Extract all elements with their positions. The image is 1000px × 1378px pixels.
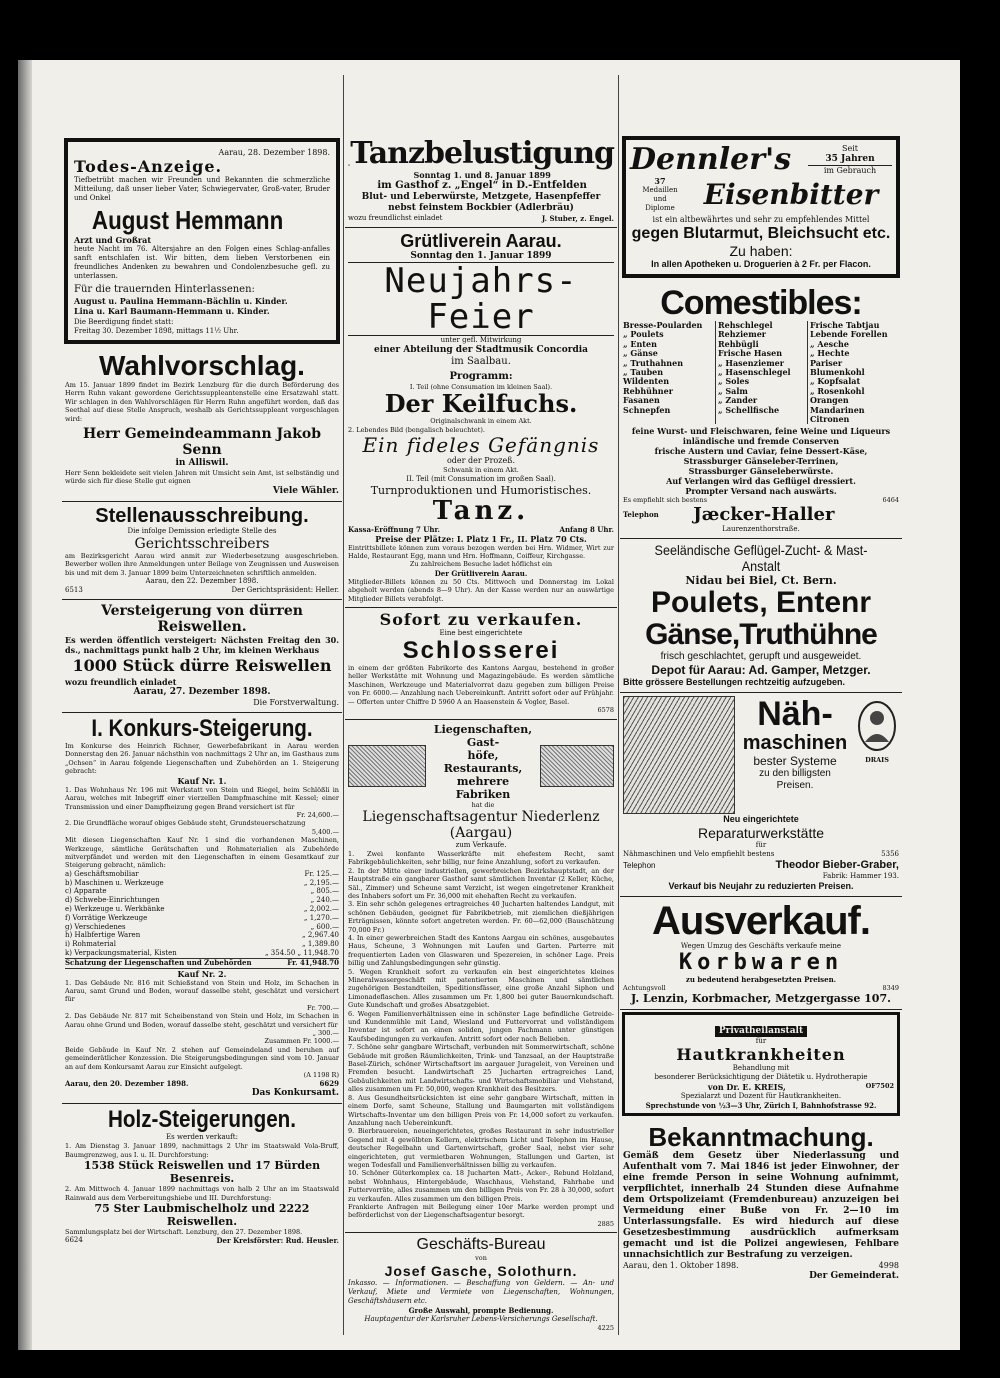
farm-product: Poulets, Entenr <box>650 585 872 619</box>
comestible-item: „ Hasenziemer <box>718 357 784 368</box>
comestible-item: Lebende Forellen <box>810 329 888 340</box>
bankruptcy-auction <box>62 713 342 1104</box>
dennler-claim: gegen Blutarmut, Bleichsucht etc. <box>631 225 891 242</box>
timber-paragraph: 1. Am Dienstag 3. Januar 1899, nachmittags 2 Uhr im Staatswald Vola-Bruff, Baumgrenzweg, aus I. u. II. Durchforstung: <box>65 1142 339 1159</box>
dennler-price: In allen Apotheken u. Droguerien à 2 Fr. per Flacon. <box>651 259 871 269</box>
inventory-value: „ 805.— <box>310 887 339 896</box>
clinic-code: OF7502 <box>865 1082 894 1091</box>
timber-lot: 1538 Stück Reiswellen und 17 Bürden Besenreis. <box>83 1159 321 1186</box>
comestibles-recommend: Es empfiehlt sich bestens <box>623 496 708 505</box>
comestible-item: Mandarinen <box>810 404 865 415</box>
bankruptcy-date: Aarau, den 20. Dezember 1898. <box>65 1079 189 1089</box>
bankruptcy-ref: (A 1198 R) <box>303 1070 339 1079</box>
inventory-label: i) Rohmaterial <box>65 940 116 949</box>
inventory-label: f) Vorrätige Werkzeuge <box>65 913 148 922</box>
clinic-doctor: von Dr. E. KREIS, <box>707 1082 786 1093</box>
dance-beer: nebst feinstem Bockbier (Adlerbräu) <box>388 203 574 213</box>
burial-time: Freitag 30. Dezember 1898, mittags 11½ Uhr. <box>74 327 239 335</box>
column-right <box>620 72 902 1286</box>
clinic-line: Spezialarzt und Dozent für Hautkrankheiten. <box>680 1092 842 1101</box>
brushwood-invite: wozu freundlich einladet <box>65 677 177 688</box>
total-value: Fr. 41,948.70 <box>287 957 339 967</box>
comestible-item: „ Schellfische <box>718 404 780 415</box>
comestible-item: „ Truthahnen <box>623 357 684 368</box>
lot-heading: Kauf Nr. 1. <box>177 775 227 786</box>
property-item: 4. In einer gewerbreichen Stadt des Kantons Aargau ein schönes, ausgebautes Haus, Scheune, 3 Wohnungen mit Laufen und Garten. Parterre mit frequentierten Laden von Glaswaren und Spezereien, in schöner Lage. Preis billig und Zahlungsbedingungen sehr günstig. <box>348 933 614 968</box>
sewing-sale: Verkauf bis Neujahr zu reduzierten Preisen. <box>668 880 854 891</box>
bureau-note: Große Auswahl, prompte Bedienung. <box>408 1305 554 1315</box>
program-piece: Ein fideles Gefängnis <box>362 433 600 458</box>
poultry-column <box>623 321 715 424</box>
timber-signature: Der Kreisförster: Rud. Heusler. <box>216 1236 339 1246</box>
comestibles-line: Strassburger Gänseleberwürste. <box>688 466 834 477</box>
dance-dates: Sonntag 1. und 8. Januar 1899 <box>413 170 551 180</box>
comestible-item: „ Tauben <box>623 367 664 378</box>
poultry-farm-ad <box>620 539 902 693</box>
skin-clinic-ad <box>622 1012 900 1116</box>
comestibles-number: 6464 <box>882 496 899 505</box>
sewing-title: maschinen <box>742 731 848 754</box>
gruetli-title: Grütliverein Aarau. <box>400 231 562 251</box>
dance-invite: wozu freundlichst einladet <box>348 214 443 222</box>
inventory-label: e) Werkzeuge u. Werkbänke <box>65 904 165 913</box>
candidate-name: Herr Gemeindeammann Jakob Senn <box>82 426 322 459</box>
farm-fresh: frisch geschlachtet, gerupft und ausgeweidet. <box>660 650 862 662</box>
inventory-value: „ 2,002.— <box>303 904 339 913</box>
notice-signature: Der Gemeinderat. <box>809 1271 899 1282</box>
inventory-value: Fr. 125.— <box>304 869 339 878</box>
comestible-item: „ Gänse <box>623 348 658 359</box>
agency-hat: hat die <box>471 800 495 809</box>
column-rule <box>618 75 619 1335</box>
comestibles-line: Prompter Versand nach auswärts. <box>685 486 837 497</box>
box-office: Kassa-Eröffnung 7 Uhr. <box>348 524 440 534</box>
inventory-row <box>65 931 339 940</box>
property-item: Frankierte Anfragen mit Beilegung einer 10er Marke werden prompt und beförderlichst von der Liegenschaftsagentur besorgt. <box>348 1202 614 1220</box>
public-notice <box>620 1120 902 1286</box>
inventory-value: „ 354.50 „ 11,948.70 <box>264 948 339 957</box>
comestible-item: Rehschlegel <box>718 320 773 330</box>
property-item: 10. Schöner Güterkomplex ca. 18 Jucharten Matt-, Acker-, Rebund Holzland, nebst Wohnhaus, Hintergebäude, Waschhaus, Viehstand, Fahrhabe und Futtervorräte, alles zusammen um den billigen Preis von Fr. 28 à 30,000, sofort zu verkaufen. Alles zusammen um den billigen Preis. <box>348 1169 614 1203</box>
inventory-label: g) Verschiedenes <box>65 922 126 931</box>
brushwood-title: Versteigerung von dürren Reiswellen. <box>101 603 303 636</box>
total-label: Schatzung der Liegenschaften und Zubehörden <box>65 957 252 967</box>
comestible-item: Fasanen <box>623 395 660 406</box>
dennler-availability: Zu haben: <box>729 243 793 259</box>
sewing-repair: Reparaturwerkstätte <box>697 824 825 841</box>
farm-depot: Depot für Aarau: Ad. Gamper, Metzger. <box>651 662 871 677</box>
brushwood-date: Aarau, 27. Dezember 1898. <box>133 687 271 698</box>
sewing-title: Näh- <box>757 694 833 733</box>
candidate-note: Herr Senn bekleidete seit vielen Jahren mit Umsicht sein Amt, ist selbständig und würde sich für diese Stelle gut eignen <box>65 469 339 486</box>
clinic-hours: Sprechstunde von ½3—3 Uhr, Zürich I, Bahnhofstrasse 92. <box>645 1101 877 1111</box>
dennler-years: 35 Jahren <box>808 154 892 166</box>
comestibles-line: feine Wurst- und Fleischwaren, feine Weine und Liqueurs <box>631 426 891 437</box>
sewing-address: Fabrik: Hammer 193. <box>822 871 899 880</box>
comestibles-merchant: Jæcker-Haller <box>693 503 835 525</box>
comestible-item: „ Aesche <box>810 338 849 349</box>
sewing-number: 5356 <box>881 849 899 858</box>
property-item: 7. Schöne sehr gangbare Wirtschaft, verbunden mit Sommerwirtschaft, schöne Gebäude mit großen Räumlichkeiten, Trink- und Tanzsaal, an der Hauptstraße Basel-Zürich, schöner Wirtschaftsort im aargauer Jurageleit, von Vereinen und Fremden besucht. Landwirtschaft 25 Jucharten ertragreiches Land, Gebäulichkeiten mit Landwirtschafts- und Wirtschaftsmobiliar und Viehstand, alles zusammen um Fr. 50,000, wegen Krankheit des Besitzers. <box>348 1043 614 1094</box>
sewing-merchant: Theodor Bieber-Graber, <box>775 858 899 871</box>
locksmith-body: in einem der größten Fabrikorte des Kantons Aargau, bestehend in großer heller Werkstätte mit Wohnung und Magazingebäude. Es werden sämtliche Maschinen, Werkzeuge und Materialvorrat dazu gegeben zum billigen Preise von Fr. 6000.— Anzahlung nach Uebereinkunft. Antritt sofort oder auf Frühjahr. — Offerten unter Chiffre D 5960 A an Haasenstein & Vogler, Basel. <box>348 664 614 706</box>
lot-paragraph: 2. Die Grundfläche worauf obiges Gebäude steht, Grundsteuerschatzung <box>65 819 306 828</box>
election-signature: Viele Wähler. <box>272 485 339 496</box>
agency-heading: mehrere Fabriken <box>455 774 511 801</box>
locksmith-number: 6578 <box>597 706 614 715</box>
dance-signature: J. Stuber, z. Engel. <box>541 214 614 223</box>
gruetli-headline: Neujahrs-Feier <box>348 262 614 336</box>
bankruptcy-note: Beide Gebäude in Kauf Nr. 2 stehen auf Gemeindeland und beruhen auf gemeinderätlicher Konzession. Die Steigerungsbedingungen sind vom 10. Januar an auf dem Konkursamt Aarau zur Einsicht aufgelegt. <box>65 1045 339 1071</box>
comestible-item: „ Kopfsalat <box>810 376 861 387</box>
dance-title: Tanzbelustigung <box>350 136 614 171</box>
lot-value: „ 300.— <box>312 1028 339 1037</box>
agency-name: Liegenschaftsagentur Niederlenz (Aargau) <box>362 808 600 841</box>
comestible-item: Frische Tabtjau <box>810 320 880 330</box>
bureau-von: von <box>475 1254 487 1263</box>
comestible-item: Citronen <box>810 414 850 425</box>
lot-paragraph: 2. Das Gebäude Nr. 817 mit Scheibenstand von Stein und Holz, im Schachen in Aarau ohne Grund und Boden, worauf dasselbe steht, geschätzt und versichert für <box>65 1012 339 1029</box>
job-date: Aarau, den 22. Dezember 1898. <box>145 577 259 586</box>
medal-diploma: Diplome <box>645 204 675 212</box>
comestible-item: „ Soles <box>718 376 750 387</box>
clearance-title: Ausverkauf. <box>652 898 870 943</box>
comestible-item: Schnepfen <box>623 404 671 415</box>
bankruptcy-title: I. Konkurs-Steigerung. <box>91 715 313 743</box>
timber-paragraph: 2. Am Mittwoch 4. Januar 1899 nachmittags von halb 2 Uhr an im Staatswald Rainwald aus dem Verbereitungshiebe und III. Durchforstung: <box>65 1185 339 1202</box>
property-item: 5. Wegen Krankheit sofort zu verkaufen ein best eingerichtetes kleines Mineralwassergeschäft mit patentierten Maschinen und sämtlichen zugehörigen Bestandteilen, Speditionsfässer, eine große Anzahl Siphon und Limonadeflaschen. Alles zusammen um Fr. 1,800 bei guter Bauernkundschaft. Gute Kundschaft und großes Absatzgebiet. <box>348 967 614 1010</box>
comestible-item: Orangen <box>810 395 849 406</box>
mourners-line: August u. Paulina Hemmann-Bächlin u. Kinder. <box>74 296 288 306</box>
bureau-signature: Hauptagentur der Karlsruher Lebens-Versicherungs Gesellschaft. <box>364 1314 598 1323</box>
clearance-signature: J. Lenzin, Korbmacher, Metzgergasse 107. <box>631 992 891 1006</box>
clinic-fuer: für <box>755 1037 767 1046</box>
property-item: 8. Aus Gesundheitsrücksichten ist eine sehr gangbare Wirtschaft, mitten in einem Dorfe, samt Scheune, Stallung und Baumgarten mit vollständigem Wirtschafts-Inventar um den billigen Preis von Fr. 14,000 sofort zu verkaufen. Anzahlung nach Uebereinkunft. <box>348 1093 614 1127</box>
comestible-item: „ Hasenschlegel <box>718 367 791 378</box>
ticket-info: Eintrittsbillete können zum voraus bezogen werden bei Hrn. Widmer, Wirt zur Halde, Restaurant Egg, mann und Hrn. Hoffmann, Coiffeur, Kirchgasse. <box>348 543 614 561</box>
comestibles-grid <box>623 321 899 424</box>
medallion-label: DRAIS <box>865 755 889 764</box>
mourners-line: Lina u. Karl Baumann-Hemmann u. Kinder. <box>74 306 270 316</box>
inventory-value: „ 2,195.— <box>303 878 339 887</box>
death-notice-intro: Tiefbetrübt machen wir Freunden und Bekannten die schmerzliche Mitteilung, daß unser lieber Vater, Schwiegervater, Groß-vater, Bruder und Onkel <box>74 176 330 202</box>
notice-title: Bekanntmachung. <box>648 1122 874 1153</box>
comestible-item: Rehziemer <box>718 329 766 340</box>
clinic-title: Hautkrankheiten <box>676 1045 846 1065</box>
property-item: 2. In der Mitte einer industriellen, gewerbreichen Bezirkshauptstadt, an der Hauptstraße ein gangbarer Gasthof samt sämtlichen Inventar (2 Keller, Küche, Säl., Zimmer) und Scheune samt Verzicht, ist wegen eingetretener Krankheit des Inhabers sofort um Fr. 36,000 mit ehehaften Recht zu verkaufen. <box>348 866 614 900</box>
inventory-label: h) Halbfertige Waren <box>65 931 141 940</box>
death-notice <box>64 138 340 344</box>
gruetli-signature: Der Grütliverein Aarau. <box>434 568 528 578</box>
clinic-top: Privatheilanstalt <box>715 1026 807 1037</box>
inventory-value: „ 1,270.— <box>303 913 339 922</box>
death-notice-title: Todes-Anzeige. <box>74 157 223 176</box>
comestible-item: „ Rosenkohl <box>810 385 865 396</box>
lot-paragraph: Mit diesen Liegenschaften Kauf Nr. 1 sind die vorhandenen Maschinen, Werkzeuge, sämtliche Gerätschaften und Rohmaterialien als Zubehörde mitverpfändet und werden mit den Liegenschaften in einem Gesamtkauf zur Steigerung gebracht, nämlich: <box>65 836 339 870</box>
property-list <box>348 850 614 1220</box>
bankruptcy-number: 6629 <box>319 1079 339 1089</box>
bureau-number: 4225 <box>597 1323 614 1332</box>
dance-venue: im Gasthof z. „Engel“ in D.-Entfelden <box>377 180 587 191</box>
brushwood-auction <box>62 600 342 713</box>
inventory-row <box>65 940 339 949</box>
lot-heading: Kauf Nr. 2. <box>177 968 227 979</box>
column-middle <box>345 72 617 1336</box>
timber-title: Holz-Steigerungen. <box>107 1106 297 1134</box>
medal-and: und <box>653 195 667 203</box>
clinic-line: besonderer Berücksichtigung der Diätetik u. Hydrotherapie <box>654 1073 868 1082</box>
real-estate-agency <box>345 720 617 1234</box>
program-piece-sub: oder der Prozeß. <box>446 456 516 466</box>
gruetli-date: Sonntag den 1. Januar 1899 <box>410 251 552 261</box>
comestibles-title: Comestibles: <box>660 284 862 322</box>
lot-value: Fr. 24,600.— <box>296 810 339 819</box>
program-piece-sub: Originalschwank in einem Akt. <box>430 417 532 426</box>
business-bureau <box>345 1233 617 1336</box>
comestible-item: „ Poulets <box>623 329 664 340</box>
sewing-cheap: Preisen. <box>776 779 814 791</box>
dennler-product: Eisenbitter <box>703 177 879 211</box>
sewing-cheap: zu den billigsten <box>759 767 831 779</box>
gruetli-sub: unter gefl. Mitwirkung <box>440 336 522 344</box>
program-piece: Der Keilfuchs. <box>384 389 578 419</box>
locksmith-title: Schlosserei <box>402 637 560 665</box>
locksmith-head: Sofort zu verkaufen. <box>379 610 583 630</box>
property-item: 3. Ein sehr schön gelegenes ertragreiches 40 Jucharten haltendes Landgut, mit schönen Gebäuden, geeignet für Fabrikbetrieb, mit ziemlichen dießjährigen Erträgnissen, könnte sofort angetreten werden. Fr. 60—62,000 (Bauschätzung 70,000 Fr.) <box>348 900 614 934</box>
farm-product: Gänse,Truthühne <box>645 617 877 651</box>
comestible-item: Frische Hasen <box>718 348 783 359</box>
comestibles-line: Strassburger Gänseleber-Terrinen, <box>683 456 839 467</box>
timber-lot: 75 Ster Laubmischelholz und 2222 Reiswellen. <box>94 1202 310 1229</box>
bureau-name: Josef Gasche, Solothurn. <box>384 1262 578 1279</box>
comestible-item: „ Salm <box>718 385 748 396</box>
election-title: Wahlvorschlag. <box>99 350 305 381</box>
dennler-line: ist ein altbewährtes und sehr zu empfehlendes Mittel <box>652 215 870 224</box>
job-number: 6513 <box>65 586 83 595</box>
inventory-row <box>65 879 339 888</box>
death-notice-date: Aarau, 28. Dezember 1898. <box>218 148 330 157</box>
inventory-label: d) Schwebe-Einrichtungen <box>65 896 160 905</box>
job-body: am Bezirksgericht Aarau wird anmit zur Wiederbesetzung ausgeschrieben. Bewerber wollen ihre Anmeldungen unter Beilage von Zeugnissen und Ausweisen bis und mit dem 3. Januar 1899 beim Unterzeichneten schriftlich anmelden. <box>65 551 339 577</box>
notice-number: 4998 <box>878 1261 899 1271</box>
comestible-item: Rebhühner <box>623 385 673 396</box>
comestibles-line: frische Austern und Caviar, feine Dessert-Käse, <box>654 446 868 457</box>
comestible-item: Wildenten <box>623 376 670 387</box>
dennler-ad <box>622 136 900 278</box>
program-heading: Programm: <box>449 371 513 382</box>
brushwood-amount: 1000 Stück dürre Reiswellen <box>72 656 332 676</box>
death-notice-body: heute Nacht im 76. Altersjahre an den Folgen eines Schlag-anfalles sanft entschlafen ist. Wir bitten, dem lieben Verstorbenen ein freundliches Andenken zu bewahren und Condolenzbesuche gefl. zu unterlassen. <box>74 245 330 280</box>
lot-value: 5,400.— <box>311 827 339 836</box>
job-posting <box>62 502 342 600</box>
hotel-building-icon <box>348 745 426 787</box>
inventory-list <box>65 870 339 958</box>
brushwood-body: Es werden öffentlich versteigert: Nächsten Freitag den 30. ds., nachmittags punkt halb 2 Uhr, im kleinen Werkhaus <box>65 635 339 656</box>
gruetli-place: im Saalbau. <box>451 356 511 367</box>
farm-place: Nidau bei Biel, Ct. Bern. <box>685 573 837 587</box>
clearance-recommend: Achtungsvoll <box>623 983 666 992</box>
column-left <box>62 72 342 1249</box>
program-part: II. Teil (mit Consumation im großen Saal). <box>406 474 556 483</box>
program-piece-sub: Schwank in einem Akt. <box>443 466 519 475</box>
comestibles-ad <box>620 282 902 539</box>
portrait-medallion-icon <box>857 696 897 752</box>
inventory-label: k) Verpackungsmaterial, Kisten <box>65 948 177 957</box>
agency-heading: höfe, Restaurants, <box>443 748 523 775</box>
sewing-sub: bester Systeme <box>753 753 837 768</box>
comestible-item: Rehbügli <box>718 338 759 349</box>
inventory-row <box>65 923 339 932</box>
dance-headline: Tanz. <box>432 495 530 526</box>
inventory-value: „ 1,389.80 <box>301 940 339 949</box>
inventory-row <box>65 887 339 896</box>
lot-paragraph: 1. Das Gebäude Nr. 816 mit Schießstand von Stein und Holz, im Schachen in Aarau, samt Grund und Boden, worauf dasselbe steht, geschätzt und versichert für <box>65 978 339 1004</box>
inventory-row <box>65 896 339 905</box>
comestible-item: Pariser Blumenkohl <box>810 357 865 378</box>
comestible-item: „ Hechte <box>810 348 850 359</box>
sewing-machine-icon <box>623 696 735 814</box>
job-sub: Die infolge Demission erledigte Stelle des <box>127 526 277 535</box>
ticket-prices: Preise der Plätze: I. Platz 1 Fr., II. Platz 70 Cts. <box>375 533 587 544</box>
clearance-product: Korbwaren <box>678 949 844 975</box>
sewing-machine-ad <box>620 693 902 897</box>
election-body: Am 15. Januar 1899 findet im Bezirk Lenzburg für die durch Beförderung des Herrn Ruhn vakant gewordene Gerichtssuppleantenstelle eine Ersatzwahl statt. Wir schlagen in den Wahlvorschlägen für Herrn Ruhn angeführt worden, daß das Seethal auf diese Stelle Anspruch, weshalb als Gerichtssuppleant vorgeschlagen wird: <box>65 381 339 423</box>
inventory-label: a) Geschäftsmobiliar <box>65 869 139 878</box>
candidate-place: in Alliswil. <box>175 458 229 469</box>
locksmith-sub: Eine best eingerichtete <box>439 629 523 638</box>
property-item: 6. Wegen Familienverhältnissen eine in schönster Lage befindliche Getreide- und Kundenmühle mit Land, Wiesland und Futtervorrat und vollständigem Inventar ist sofort an einen soliden, jungen Fachmann unter günstigen Kaufsbedingungen zu verkaufen. Antritt sofort oder nach Belieben. <box>348 1009 614 1043</box>
burial-heading: Die Beerdigung findet statt: <box>74 318 174 326</box>
clearance-reason: Wegen Umzug des Geschäfts verkaufe meine <box>680 941 842 950</box>
dennler-use: im Gebrauch <box>823 166 877 175</box>
farm-note: Bitte grössere Bestellungen rechtzeitig aufzugeben. <box>623 676 846 687</box>
inventory-value: „ 600.— <box>310 922 339 931</box>
inventory-label: c) Apparate <box>65 887 107 896</box>
locksmith-sale <box>345 608 617 719</box>
comestibles-phone: Telephon <box>623 510 659 520</box>
start-time: Anfang 8 Uhr. <box>559 524 614 534</box>
agency-heading: Liegenschaften, Gast- <box>433 722 533 749</box>
timber-intro: Es werden verkauft: <box>166 1133 238 1142</box>
timber-number: 6624 <box>65 1236 83 1245</box>
farm-title: Seeländische Geflügel-Zucht- & Mast-Anstalt <box>654 541 868 574</box>
bureau-title: Geschäfts-Bureau <box>416 1236 546 1254</box>
comestibles-line: inländische und fremde Conserven <box>682 436 840 447</box>
timber-paragraph: Sammlungsplatz bei der Wirtschaft. Lenzburg, den 27. Dezember 1898. <box>65 1228 303 1237</box>
job-position: Gerichtsschreibers <box>134 535 270 552</box>
inventory-row <box>65 914 339 923</box>
program-part: I. Teil (ohne Consumation im kleinen Saal). <box>409 383 553 391</box>
comestible-item: Bresse-Poularden <box>623 320 703 330</box>
comestible-item: „ Zander <box>718 395 758 406</box>
gruetli-event <box>345 228 617 608</box>
comestibles-street: Laurenzenthorstraße. <box>722 524 800 533</box>
dance-food: Blut- und Leberwürste, Metzgete, Hasenpfeffer <box>361 192 601 202</box>
member-tickets: Mitglieder-Billets können zu 50 Cts. Mittwoch und Donnerstag im Lokal abgeholt werden (abends 8—9 Uhr). An der Kasse werden nur an auswärtige Mitglieder Billets verabfolgt. <box>348 577 614 603</box>
election-proposal <box>62 348 342 502</box>
dance-event <box>345 72 617 228</box>
deceased-role: Arzt und Großrat <box>74 235 152 245</box>
program-part: 2. Lebendes Bild (bengalisch beleuchtet). <box>348 425 485 434</box>
page-fold-shadow <box>18 60 32 1350</box>
agency-sale-label: zum Verkaufe. <box>455 840 507 849</box>
bankruptcy-intro: Im Konkurse des Heinrich Richner, Gewerbefabrikant in Aarau werden Donnerstag den 26. Januar nächsthin von nachmittags 2 Uhr an, im Gasthaus zum „Ochsen“ in Aarau folgende Liegenschaften und Zubehörden an 1. Steigerung gebracht: <box>65 742 339 776</box>
comestibles-line: Auf Verlangen wird das Geflügel dressiert. <box>666 476 856 487</box>
property-item: 9. Bierbrauereien, neueingerichtetes, großes Restaurant in sehr industrieller Gegend mit 4 gewölbten Kellern, elektrischem Licht und Telephon im Hause, deutscher Regelbahn und Gartenwirtschaft, großer Saal, nebst vier sehr eingerichteten, gut vermietbaren Wohnungen, Stallungen und Garten, ist wegen Todesfall und Familienverhältnissen billig zu verkaufen. <box>348 1127 614 1169</box>
inventory-row <box>65 905 339 914</box>
inventory-value: „ 240.— <box>310 896 339 905</box>
total-row <box>65 958 339 969</box>
brushwood-signature: Die Forstverwaltung. <box>253 698 339 708</box>
dennler-brand: Dennler's <box>630 142 792 177</box>
inventory-row <box>65 949 339 958</box>
job-signature: Der Gerichtspräsident: Heller. <box>231 586 339 595</box>
clinic-line: Behandlung mit <box>732 1064 790 1073</box>
agency-number: 2885 <box>597 1219 614 1228</box>
clearance-price: zu bedeutend herabgesetzten Preisen. <box>685 974 837 984</box>
notice-date: Aarau, den 1. Oktober 1898. <box>623 1261 739 1271</box>
bureau-services: Inkasso. — Informationen. — Beschaffung von Geldern. — An- und Verkauf, Miete und Vermiete von Liegenschaften, Wohnungen, Geschäftshäusern etc. <box>348 1278 614 1305</box>
sewing-phone: Telephon <box>623 860 656 870</box>
gruetli-note: Zu zahlreichem Besuche ladet höflichst ein <box>409 560 553 569</box>
factory-building-icon <box>540 745 614 787</box>
dennler-since: Seit <box>842 144 858 153</box>
lot-paragraph: 1. Das Wohnhaus Nr. 196 mit Werkstatt von Stein und Riegel, beim Schlößli in Aarau, welches mit Inbegriff einer vierzellen Dampfmaschine mit Kessel; einer Transmission und einer Dampfheizung gegen Brand versichert ist für <box>65 785 339 811</box>
program-part: Turnproduktionen und Humoristisches. <box>370 483 592 497</box>
clearance-number: 8349 <box>882 983 899 992</box>
job-title: Stellenausschreibung. <box>95 504 309 527</box>
sewing-new: Neu eingerichtete <box>723 813 799 824</box>
column-rule <box>343 75 344 1335</box>
bankruptcy-signature: Das Konkursamt. <box>251 1088 339 1099</box>
lot-sum: Zusammen Fr. 1000.— <box>264 1037 339 1046</box>
game-column <box>715 321 807 424</box>
notice-body: Gemäß dem Gesetz über Niederlassung und Aufenthalt vom 7. Mai 1846 ist jeder Einwohner, der eine fremde Person in seine Wohnung aufnimmt, verpflichtet, innerhalb 24 Stunden diese Aufnahme dem Ortspolizeiamt (Fremdenbureau) anzuzeigen bei Vermeidung einer Buße von Fr. 2—10 im Unterlassungsfalle. Es wird hiedurch auf diese Gesetzesbestimmung ausdrücklich aufmerksam gemacht und ist die Polizei angewiesen, Fehlbare unnachsichtlich zur Bestrafung zu verzeigen. <box>623 1151 899 1261</box>
inventory-value: „ 2,967.40 <box>301 931 339 940</box>
medal-label: Medaillen <box>642 186 678 194</box>
mourners-heading: Für die trauernden Hinterlassenen: <box>74 284 255 295</box>
lot-value: Fr. 700.— <box>306 1003 339 1012</box>
inventory-row <box>65 870 339 879</box>
inventory-label: b) Maschinen u. Werkzeuge <box>65 878 164 887</box>
property-item: 1. Zwei konfante Wasserkräfte mit ehefestem Recht, samt Fabrikgebäulichkeiten, sehr billig, nur feine Anzahlung, sofort zu verkaufen. <box>348 849 614 867</box>
fish-column <box>807 321 899 424</box>
gruetli-sub: einer Abteilung der Stadtmusik Concordia <box>373 345 589 355</box>
sewing-for-line: Nähmaschinen und Velo empfiehlt bestens <box>623 849 775 858</box>
medal-count: 37 <box>654 176 666 186</box>
sewing-for: für <box>755 840 767 849</box>
deceased-name: August Hemmann <box>91 205 284 235</box>
comestible-item: „ Enten <box>623 338 657 349</box>
timber-auction <box>62 1104 342 1249</box>
clearance-sale-ad <box>620 897 902 1010</box>
